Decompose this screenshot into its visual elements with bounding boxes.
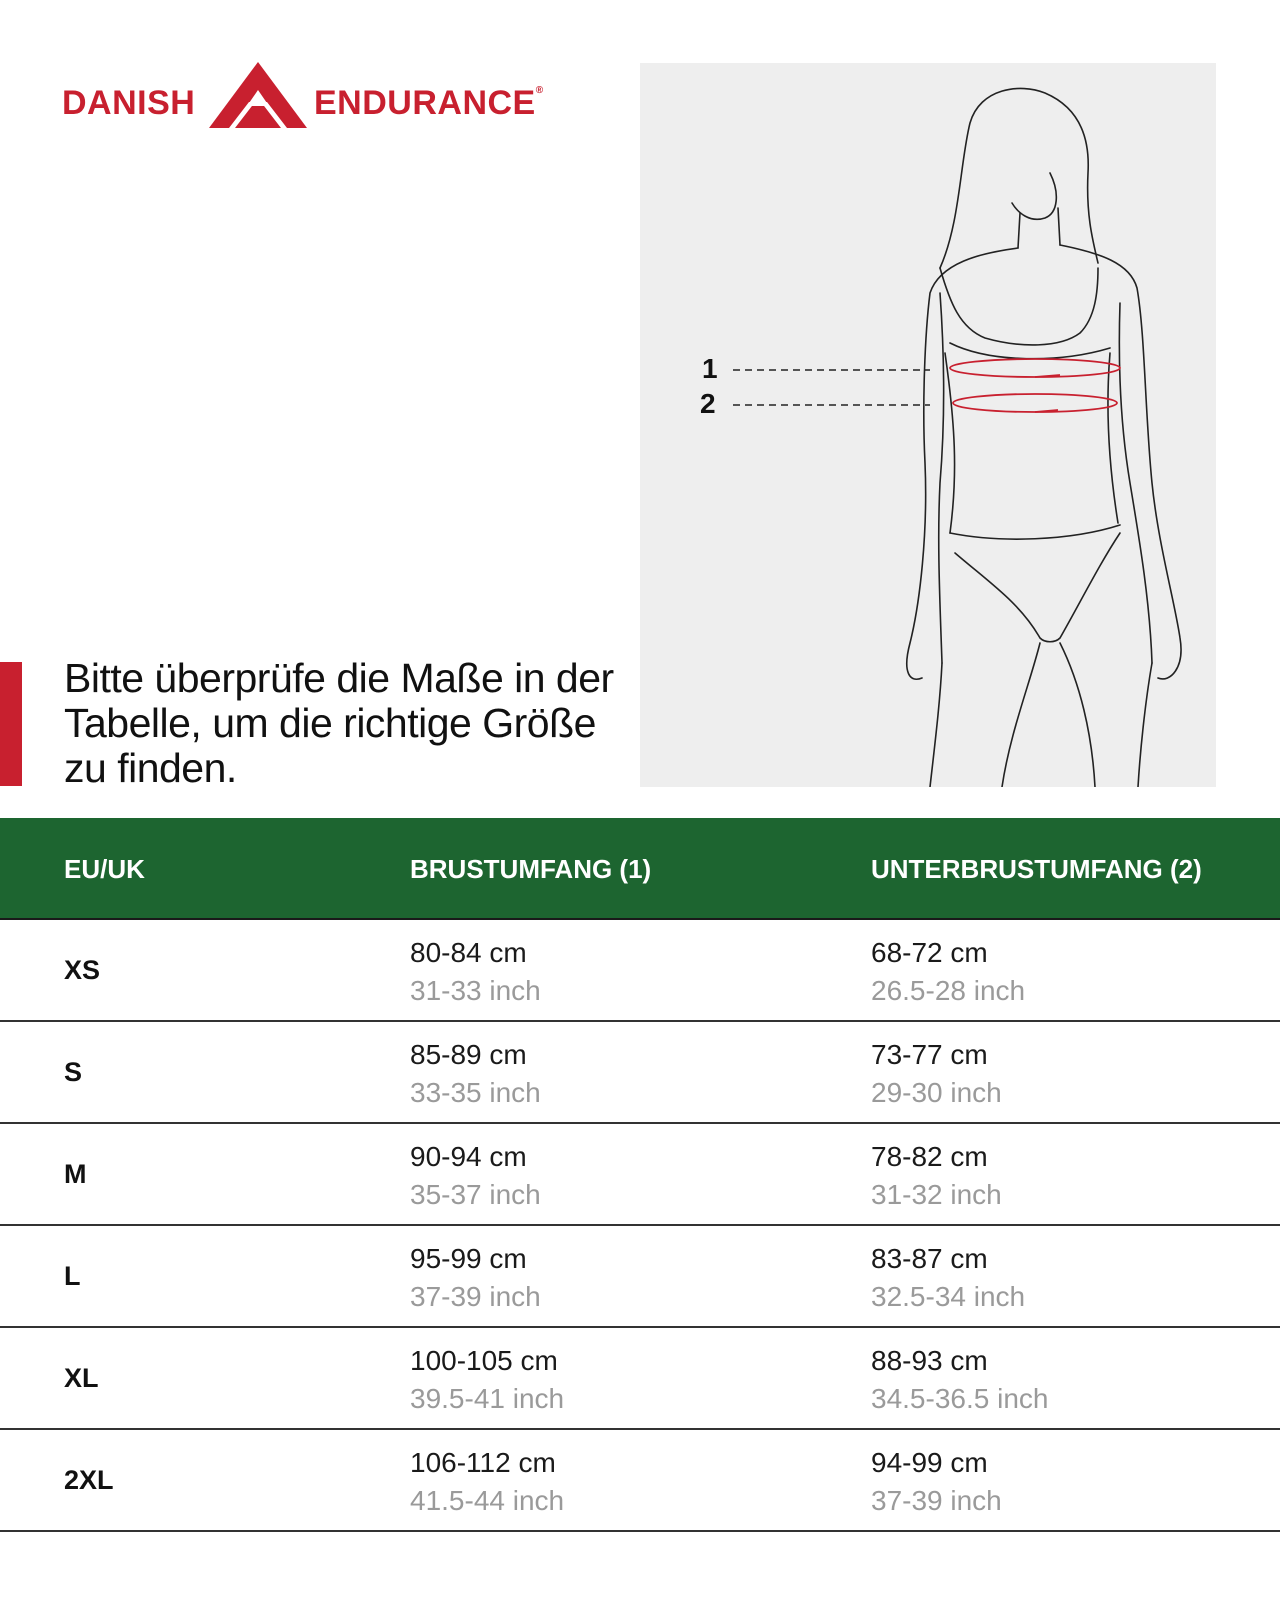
mountain-triangle-icon	[209, 62, 307, 130]
underbust-inch: 31-32 inch	[871, 1179, 1002, 1210]
size-table-body	[0, 920, 1280, 1532]
table-row	[0, 920, 1280, 1022]
underbust-cm: 68-72 cm	[871, 937, 988, 968]
underbust-cell	[871, 934, 1025, 1010]
table-row	[0, 1124, 1280, 1226]
bust-inch: 37-39 inch	[410, 1281, 541, 1312]
underbust-inch: 32.5-34 inch	[871, 1281, 1026, 1312]
brand-name-right: ENDURANCE®	[314, 84, 544, 122]
table-row	[0, 1226, 1280, 1328]
size-label: XL	[64, 1363, 99, 1393]
underbust-cm: 78-82 cm	[871, 1141, 988, 1172]
bust-inch: 35-37 inch	[410, 1179, 541, 1210]
bust-cell	[410, 1444, 564, 1520]
measure-label-2: 2	[700, 388, 716, 419]
underbust-inch: 34.5-36.5 inch	[871, 1383, 1049, 1414]
underbust-cm: 88-93 cm	[871, 1345, 988, 1376]
bust-inch: 39.5-41 inch	[410, 1383, 565, 1414]
bust-cell	[410, 1138, 541, 1214]
bust-inch: 31-33 inch	[410, 975, 541, 1006]
brand-name-left: DANISH	[62, 84, 196, 122]
bust-inch: 33-35 inch	[410, 1077, 541, 1108]
underbust-cm: 94-99 cm	[871, 1447, 988, 1478]
underbust-cm: 83-87 cm	[871, 1243, 988, 1274]
table-row	[0, 1430, 1280, 1532]
underbust-cm: 73-77 cm	[871, 1039, 988, 1070]
measure-label-1: 1	[702, 353, 718, 384]
size-label: M	[64, 1159, 87, 1189]
table-row	[0, 1022, 1280, 1124]
underbust-cell	[871, 1036, 1002, 1112]
registered-mark: ®	[535, 85, 544, 96]
bust-cell	[410, 934, 541, 1010]
size-label: XS	[64, 955, 101, 985]
bust-cm: 100-105 cm	[410, 1345, 558, 1376]
underbust-inch: 29-30 inch	[871, 1077, 1002, 1108]
underbust-cell	[871, 1138, 1002, 1214]
bust-cell	[410, 1342, 564, 1418]
bust-cm: 80-84 cm	[410, 937, 527, 968]
underbust-cell	[871, 1342, 1048, 1418]
underbust-inch: 37-39 inch	[871, 1485, 1002, 1516]
accent-bar	[0, 662, 22, 786]
woman-figure-drawing	[640, 63, 1216, 787]
underbust-cell	[871, 1240, 1025, 1316]
intro-text: Bitte überprüfe die Maße in der Tabelle, um die richtige Größe zu finden.	[64, 655, 614, 791]
header-eu-uk: EU/UK	[64, 854, 145, 884]
bust-cm: 90-94 cm	[410, 1141, 527, 1172]
bust-cell	[410, 1036, 541, 1112]
bust-cm: 85-89 cm	[410, 1039, 527, 1070]
body-illustration	[640, 63, 1216, 787]
size-label: 2XL	[64, 1465, 114, 1495]
size-label: L	[64, 1261, 81, 1291]
bust-cm: 106-112 cm	[410, 1447, 556, 1478]
bust-cell	[410, 1240, 541, 1316]
underbust-inch: 26.5-28 inch	[871, 975, 1026, 1006]
table-row	[0, 1328, 1280, 1430]
brand-logo	[62, 62, 562, 132]
bust-inch: 41.5-44 inch	[410, 1485, 565, 1516]
header-bust: BRUSTUMFANG (1)	[410, 854, 652, 884]
bust-cm: 95-99 cm	[410, 1243, 527, 1274]
size-label: S	[64, 1057, 83, 1087]
header-underbust: UNTERBRUSTUMFANG (2)	[871, 854, 1202, 884]
underbust-cell	[871, 1444, 1002, 1520]
size-table-header	[0, 818, 1280, 920]
